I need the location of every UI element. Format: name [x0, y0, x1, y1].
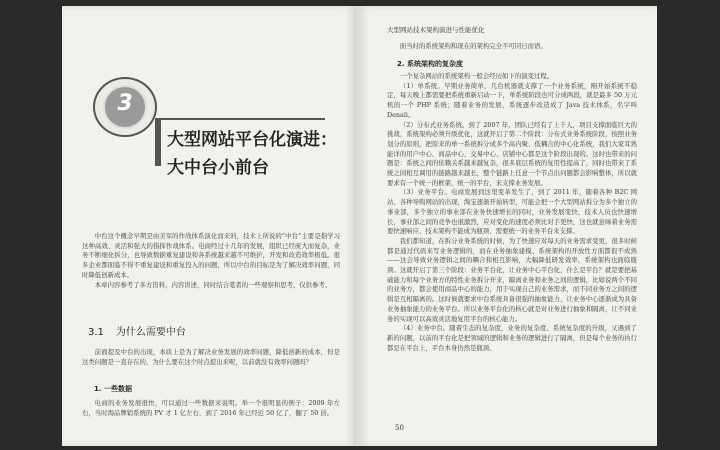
section-heading — [88, 323, 186, 338]
intro-paragraph-1: 中台这个概念早期是由美军的作战体系演化而来的，技术上所说的“中台”主要是指学习这种高效、灵活和强大的指挥作战体系。电商经过十几年的发展，组织已经庞大而复杂，业务不断细化拆分，也导致数据重复建设和各系统越来越不可维护，开发和改造效率极低。很多企业都面临不得不重复建设和重复投入的问题，所以中台的目标是为了解决效率问题，同时降低创新成本。 — [82, 232, 340, 279]
left-page — [62, 6, 357, 446]
title-accent-rule — [155, 118, 325, 120]
right-body-main — [387, 72, 637, 353]
chapter-badge — [93, 77, 157, 137]
section-title: 为什么需要中台 — [115, 327, 186, 338]
chapter-number-disc — [103, 85, 147, 129]
right-body-top — [387, 42, 637, 52]
stage-3: （3）业务平台。电商发展到这里变革发生了，到了 2011 年，随着各种 B2C 网站、各种导购网站的出现，淘宝逐渐开始转型，可能会把一个大型网站拆分为多个独立的事业部，多个独立的事业部在业务快速增长的同时，业务发展变快，技术人员也快速增长，事业部之间的竞争也很激烈，应对变化的速度必须比对手更快，这也就意味着业务需要快速响应，技术架构不能成为瓶颈，需要统一的业务平台来支撑。 — [387, 188, 637, 236]
item2-heading: 2. 系统架构的复杂度 — [397, 60, 463, 68]
chapter-number: 3 — [117, 91, 133, 116]
title-accent-bar — [155, 118, 161, 166]
chapter-title — [167, 126, 352, 182]
sub-paragraph-1: 电商的业务发展很快，可以通过一些数据来说明。举一个很明显的例子：2009 年左右，当时淘品牌销系统的 PV 才 1 亿左右，到了 2016 年已经近 50 亿了，翻了 50 倍。 — [82, 399, 340, 417]
right-intro: 面当时的系统架构和现在的架构完全不可同日而语。 — [399, 42, 547, 50]
chapter-title-line2: 大中台小前台 — [167, 158, 269, 178]
section-number: 3.1 — [88, 327, 104, 338]
sub-heading: 1. 一些数据 — [94, 385, 132, 393]
stage-3-continued: 我们都知道，在拆分业务系统的时候，为了快速应对每天的业务需求变更，很多时候都是通过代码来写业务逻辑的，而在业务抽象建模、系统架构的开放性方面都很不成熟——这会导致业务逻辑之间的耦合和相互影响，大幅降低研发效率，系统架构也面临瓶颈。这就开启了第三个阶段：业务平台化，让业务中心平台化，什么是平台？就是要把基础能力和每个业务方的特性业务拆分开来，隔离业务和业务之间的逻辑，比如说两个不同的业务方，都会使用商品中心的能力，用于实现自己的业务需求，而不同业务方之间的逻辑是互相隔离的。这时候就要求中台系统具备很强的抽象能力，让业务中心逐渐成为具备业务抽象能力的业务平台。所以业务平台化的核心就是对业务进行抽象和隔离，让不同业务的实现可以高效灵活地复用平台的核心能力。 — [387, 236, 637, 323]
section-paragraph-1: 前面提及中台的出现，本质上是为了解决业务发展的效率问题，降低创新的成本，但是这类问题是一直存在的，为什么要在这个时点提出来呢，以前就没有效率问题吗？ — [82, 348, 340, 366]
item2-intro: 一个复杂网站的系统架构一般会经历如下的演变过程。 — [399, 72, 554, 80]
stage-2: （2）分布式业务系统。到了 2007 年，团队已经有了上千人，项目支撑面临巨大的挑战，系统架构必须升级优化，这就开启了第二个阶段：分布式业务系统阶段，按照业务划分的原则，把原来的单一系统拆分成多个高内聚、低耦合的中心化系统，我们大家耳熟能详的用户中心、商品中心、交易中心、店铺中心都是这个阶段出现的。这时也带来的问题是：系统之间的依赖关系越来越复杂，很多底层系统的复用性提高了，同时也带来了系统之间相互调用的链路越来越长，整个链路上任意一个节点出问题都会影响整体，所以就要求有一个统一的框架、统一的平台，来支撑业务发展。 — [387, 120, 637, 187]
right-page — [357, 6, 657, 446]
intro-paragraph-2: 本章内容参考了多方资料，内容讲述，同时结合笔者的一些观察和思考，仅供参考。 — [94, 280, 332, 289]
running-head: 大型网站技术架构演进与性能优化 — [387, 26, 485, 34]
section-body — [82, 348, 340, 367]
intro-text — [82, 232, 340, 290]
sub-body — [82, 399, 340, 418]
stage-1: （1）单系统。早期业务简单，几台机器就支撑了一个业务系统，刚开始系统不稳定，每天晚上都需要把系统重新启动一下，单系统阶段也可分成两段，就是最多 50 万元机的一个 PHP 系统；随着业务的发展，系统逐步改造成了 Java 技术体系，名字叫 Denali。 — [387, 81, 637, 119]
stage-4: （4）业务中台。随着生态的复杂度，业务的复杂度、系统复杂度的升级，又遇到了新的问题，以前的平台化是把领域的逻辑和业务的逻辑进行了隔离，但是每个业务的执行都是在平台上，平台本身仍然是瓶颈。 — [387, 324, 637, 352]
page-number: 50 — [395, 424, 404, 432]
chapter-title-line1: 大型网站平台化演进： — [167, 130, 337, 150]
